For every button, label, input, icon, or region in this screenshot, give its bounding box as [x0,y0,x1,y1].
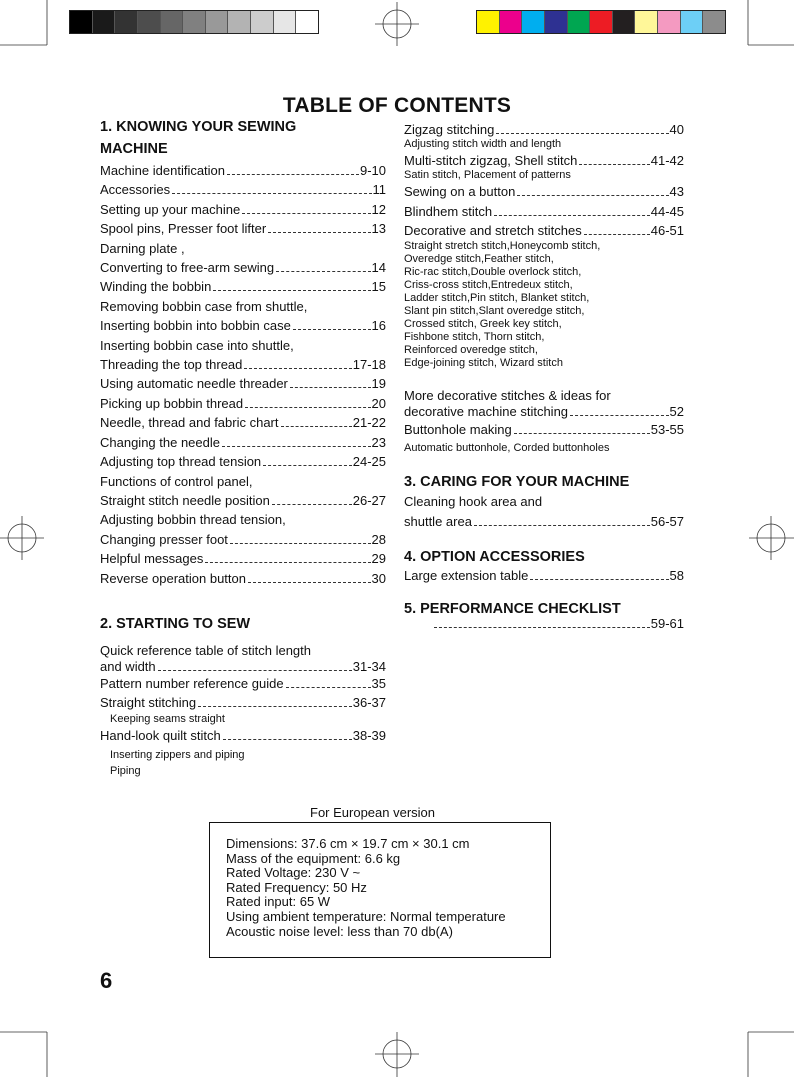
toc-entry [100,200,386,219]
toc-entry [404,512,684,532]
toc-entry-page: 30 [371,570,386,586]
dot-leader [230,543,371,544]
toc-subentry: Straight stretch stitch,Honeycomb stitch, [404,240,601,252]
toc-entry-label: Blindhem stitch [404,204,493,219]
dot-leader [276,271,370,272]
right-column [404,121,684,631]
toc-entry [100,693,386,713]
toc-entry-label: Functions of control panel, [100,473,253,489]
section-4-heading: 4. OPTION ACCESSORIES [404,549,585,565]
spec-line: Acoustic noise level: less than 70 db(A) [226,923,453,939]
toc-entry-page: 36-37 [352,694,386,710]
toc-subentry: Automatic buttonhole, Corded buttonholes [404,442,610,454]
toc-entry-label: Helpful messages [100,551,204,567]
toc-entry-page: 19 [371,376,386,392]
toc-subentry: Keeping seams straight [110,712,225,725]
toc-subentry: Fishbone stitch, Thorn stitch, [404,331,545,343]
toc-entry [100,180,386,199]
toc-entry-page: 16 [371,318,386,334]
color-swatch [702,11,725,33]
dot-leader [172,193,371,194]
toc-entry-label: Removing bobbin case from shuttle, [100,298,308,314]
color-swatch [612,11,635,33]
toc-entry-label: Reverse operation button [100,570,246,586]
spec-line: Rated Frequency: 50 Hz [226,879,367,895]
color-swatch [114,11,137,33]
dot-leader [222,446,371,447]
spec-line: Rated Voltage: 230 V ~ [226,865,361,881]
toc-entry [404,121,684,138]
toc-entry-label: Adjusting top thread tension [100,454,262,470]
toc-entry [100,277,386,296]
toc-entry-page: 43 [669,184,684,199]
toc-entry-label: Cleaning hook area and [404,494,543,509]
dot-leader [248,582,371,583]
dot-leader [263,465,352,466]
toc-entry [404,151,684,170]
toc-entry-label: Darning plate , [100,240,185,256]
toc-subentry: Ladder stitch,Pin stitch, Blanket stitch, [404,292,590,304]
section-2-entries [100,643,386,779]
toc-entry-label: decorative machine stitching [404,404,569,419]
toc-subentry: Criss-cross stitch,Entredeux stitch, [404,279,573,291]
toc-entry-label: Buttonhole making [404,422,512,437]
color-swatch [137,11,160,33]
toc-entry-page: 26-27 [352,492,386,508]
toc-subentry: Crossed stitch, Greek key stitch, [404,318,562,330]
dot-leader [198,706,352,707]
dot-leader [496,133,668,134]
toc-subentry: Reinforced overedge stitch, [404,344,538,356]
toc-subentry: Satin stitch, Placement of patterns [404,169,571,181]
toc-entry [100,413,386,432]
page-title: TABLE OF CONTENTS [282,94,512,117]
dot-leader [268,232,370,233]
toc-entry [100,472,386,491]
toc-entry [100,258,386,277]
spec-line: Using ambient temperature: Normal temperature [226,908,506,924]
spec-box [209,822,551,958]
dot-leader [570,415,669,416]
dot-leader [213,290,370,291]
toc-entry-label: Changing the needle [100,434,220,450]
toc-entry [100,491,386,510]
toc-entry [100,336,386,355]
toc-entry [404,202,684,221]
decorative-stitch-list [404,240,684,370]
toc-entry-page: 20 [371,395,386,411]
toc-entry-label: Threading the top thread [100,357,243,373]
toc-entry-label: Pattern number reference guide [100,675,284,691]
dot-leader [245,407,370,408]
color-swatch [544,11,567,33]
toc-entry-label: Spool pins, Presser foot lifter [100,221,267,237]
toc-entry-label: Large extension table [404,568,529,583]
toc-subentry: Edge-joining stitch, Wizard stitch [404,357,563,369]
toc-entry-page: 13 [371,221,386,237]
dot-leader [158,670,352,671]
toc-entry [100,433,386,452]
toc-entry-label: Inserting bobbin into bobbin case [100,318,291,334]
toc-entry-page: 41-42 [650,153,684,168]
dot-leader [227,174,359,175]
dot-leader [244,368,351,369]
toc-entry-page: 17-18 [352,357,386,373]
toc-entry [100,530,386,549]
toc-entry [100,394,386,413]
toc-entry-label: Straight stitch needle position [100,492,270,508]
toc-entry-page: 53-55 [650,422,684,437]
color-swatch [295,11,318,33]
dot-leader [281,426,352,427]
dot-leader [223,739,352,740]
toc-entry-page: 52 [669,404,684,419]
color-swatch [160,11,183,33]
toc-entry-page: 12 [371,201,386,217]
grayscale-color-bar [69,10,319,34]
toc-entry-label: Multi-stitch zigzag, Shell stitch [404,153,578,168]
section-5-heading: 5. PERFORMANCE CHECKLIST [404,601,621,617]
dot-leader [205,562,370,563]
dot-leader [584,234,650,235]
left-column [100,116,386,779]
toc-entry [100,549,386,568]
toc-entry [100,355,386,374]
dot-leader [474,525,650,526]
toc-entry [100,569,386,588]
color-swatch [589,11,612,33]
toc-entry-page: 23 [371,434,386,450]
toc-entry [404,618,684,631]
toc-entry-label: Picking up bobbin thread [100,395,244,411]
toc-entry [100,239,386,258]
dot-leader [514,433,650,434]
toc-subentry: Slant pin stitch,Slant overedge stitch, [404,305,585,317]
section-1-entries [100,161,386,588]
toc-entry-label: More decorative stitches & ideas for [404,388,611,403]
toc-entry-label: Decorative and stretch stitches [404,223,582,238]
toc-entry-page: 24-25 [352,454,386,470]
dot-leader [434,627,650,628]
toc-entry-label: Needle, thread and fabric chart [100,415,279,431]
section-2-heading: 2. STARTING TO SEW [100,615,251,632]
toc-subentry: Inserting zippers and piping [110,748,245,761]
color-swatch [657,11,680,33]
toc-entry-label: Accessories [100,182,171,198]
color-swatch [70,11,92,33]
color-swatch [205,11,228,33]
toc-entry [100,161,386,180]
toc-entry-label: shuttle area [404,514,472,529]
toc-entry [100,316,386,335]
toc-entry-label: Zigzag stitching [404,122,495,137]
toc-entry [404,404,684,419]
toc-entry [404,567,684,585]
dot-leader [494,215,650,216]
toc-entry [100,374,386,393]
toc-entry-page: 29 [371,551,386,567]
spec-line: Dimensions: 37.6 cm × 19.7 cm × 30.1 cm [226,836,470,851]
color-swatch [477,11,499,33]
toc-entry [100,675,386,693]
color-swatch [521,11,544,33]
color-swatch [680,11,703,33]
toc-entry [100,452,386,471]
toc-entry-page: 38-39 [352,727,386,743]
dot-leader [579,164,649,165]
toc-entry-page: 58 [669,568,684,583]
toc-entry [404,221,684,240]
toc-subentry: Ric-rac stitch,Double overlock stitch, [404,266,582,278]
toc-subentry: Adjusting stitch width and length [404,138,562,150]
toc-entry [404,419,684,441]
section-1-heading-line2: MACHINE [100,141,168,157]
dot-leader [272,504,352,505]
color-swatch [182,11,205,33]
dot-leader [517,195,668,196]
toc-entry-page: 14 [371,260,386,276]
toc-entry-page: 28 [371,531,386,547]
toc-entry-page: 9-10 [359,163,386,178]
spec-line: Rated input: 65 W [226,894,331,910]
toc-entry-label: Using automatic needle threader [100,376,288,392]
toc-entry-page: 15 [371,279,386,295]
toc-entry-page: 11 [372,182,386,198]
section-1-heading-line1: 1. KNOWING YOUR SEWING [100,119,297,135]
dot-leader [293,329,371,330]
toc-entry [100,219,386,238]
color-swatch [227,11,250,33]
toc-entry-page: 40 [669,122,684,137]
toc-subentry: Overedge stitch,Feather stitch, [404,253,554,265]
toc-entry-page: 21-22 [352,415,386,431]
toc-entry-label: Adjusting bobbin thread tension, [100,512,286,528]
color-swatch [92,11,115,33]
toc-entry-label: Converting to free-arm sewing [100,260,275,276]
toc-entry-label: Straight stitching [100,694,197,710]
dot-leader [290,387,371,388]
toc-entry-page: 46-51 [650,223,684,238]
color-swatch [250,11,273,33]
toc-entry-label: Inserting bobbin case into shuttle, [100,337,294,353]
color-swatch [499,11,522,33]
toc-entry-label: Setting up your machine [100,201,241,217]
toc-entry-page: 56-57 [650,514,684,529]
toc-entry-label: and width [100,658,156,674]
toc-subentry: Piping [110,764,141,777]
toc-entry-label: Winding the bobbin [100,279,212,295]
toc-entry-label: Sewing on a button [404,184,516,199]
page-number: 6 [100,968,113,993]
toc-entry [100,510,386,529]
toc-entry-label: Changing presser foot [100,531,228,547]
toc-entry-page: 35 [371,675,386,691]
toc-entry [100,297,386,316]
european-version-caption: For European version [310,805,436,820]
toc-entry-page: 44-45 [650,204,684,219]
color-swatch [567,11,590,33]
toc-entry-label: Quick reference table of stitch length [100,642,312,658]
spec-line: Mass of the equipment: 6.6 kg [226,850,401,866]
color-swatch [634,11,657,33]
toc-entry-label: Machine identification [100,163,226,178]
color-swatch [273,11,296,33]
toc-entry-page: 59-61 [650,616,684,631]
toc-entry [404,181,684,202]
section-3-heading: 3. CARING FOR YOUR MACHINE [404,474,630,490]
dot-leader [530,579,668,580]
toc-entry [100,659,386,675]
dot-leader [286,687,371,688]
dot-leader [242,213,370,214]
toc-entry-page: 31-34 [352,658,386,674]
toc-entry [100,725,386,747]
toc-entry-label: Hand-look quilt stitch [100,727,221,743]
process-color-bar [476,10,726,34]
